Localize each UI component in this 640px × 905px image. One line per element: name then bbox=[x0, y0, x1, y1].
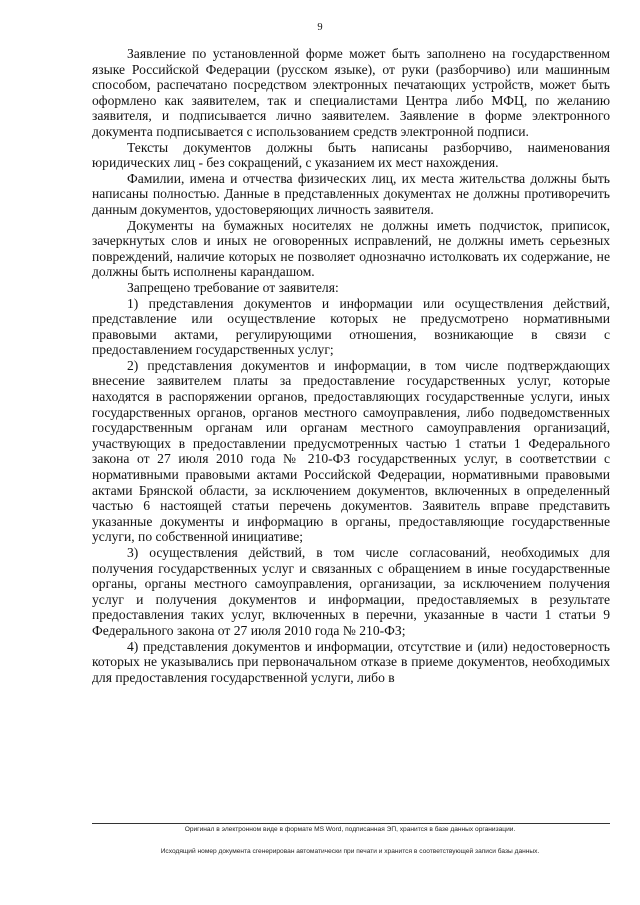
paragraph-prohibited-intro: Запрещено требование от заявителя: bbox=[127, 279, 339, 295]
paragraph-full-names: Фамилии, имена и отчества физических лиц, их места жительства должны быть написаны полностью. Данные в представленных документах не должны противоречить данным документов, удостоверяющих личность заявителя. bbox=[92, 170, 610, 217]
list-item-2: 2) представления документов и информации, в том числе подтверждающих внесение заявителем платы за предоставление государственных услуг, которые находятся в распоряжении органов, предоставляющих государственные услуги, иных государственных органов, органов местного самоуправления, либо подведомственных государственным органам или органам местного самоуправления организаций, участвующих в предоставлении предусмотренных частью 1 статьи 1 Федерального закона от 27 июля 2010 года № 210-ФЗ государственных услуг, в соответствии с нормативными правовыми актами Российской Федерации, нормативными правовыми актами Брянской области, за исключением документов, включенных в определенный частью 6 настоящей статьи перечень документов. Заявитель вправе представить указанные документы и информацию в органы, предоставляющие государственные услуги, по собственной инициативе; bbox=[92, 357, 610, 545]
list-item-4: 4) представления документов и информации, отсутствие и (или) недостоверность которых не указывались при первоначальном отказе в приеме документов, необходимых для предоставления государственной услуги, либо в bbox=[92, 638, 610, 685]
list-item-3: 3) осуществления действий, в том числе согласований, необходимых для получения государственных услуг и связанных с обращением в иные государственные органы, органы местного самоуправления, организации, за исключением получения услуг и получения документов и информации, предоставляемых в результате предоставления таких услуг, включенных в перечни, указанные в части 1 статьи 9 Федерального закона от 27 июля 2010 года № 210-ФЗ; bbox=[92, 545, 610, 638]
footer-original-note: Оригинал в электронном виде в формате MS Word, подписанная ЭП, хранится в базе данных организации. bbox=[184, 826, 516, 833]
document-body bbox=[92, 46, 610, 685]
page-number: 9 bbox=[317, 22, 323, 33]
list-item-1: 1) представления документов и информации или осуществления действий, представление или осуществление которых не предусмотрено нормативными правовыми актами, регулирующими отношения, возникающие в связи с предоставлением государственных услуг; bbox=[92, 295, 610, 358]
footer-divider bbox=[92, 823, 610, 824]
paragraph-application-form: Заявление по установленной форме может быть заполнено на государственном языке Российской Федерации (русском языке), от руки (разборчиво) или машинным способом, распечатано посредством электронных печатающих устройств, может быть оформлено как заявителем, так и специалистами Центра либо МФЦ, по желанию заявителя, и подписывается лично заявителем. Заявление в форме электронного документа подписывается с использованием средств электронной подписи. bbox=[92, 46, 610, 139]
paragraph-paper-documents: Документы на бумажных носителях не должны иметь подчисток, приписок, зачеркнутых слов и иных не оговоренных исправлений, не должны иметь серьезных повреждений, наличие которых не позволяет однозначно истолковать их содержание, не должны быть исполнены карандашом. bbox=[92, 217, 610, 280]
footer-outgoing-number-note: Исходящий номер документа сгенерирован автоматически при печати и хранится в соответствующей записи базы данных. bbox=[160, 848, 540, 855]
paragraph-legibility: Тексты документов должны быть написаны разборчиво, наименования юридических лиц - без сокращений, с указанием их мест нахождения. bbox=[92, 139, 610, 171]
